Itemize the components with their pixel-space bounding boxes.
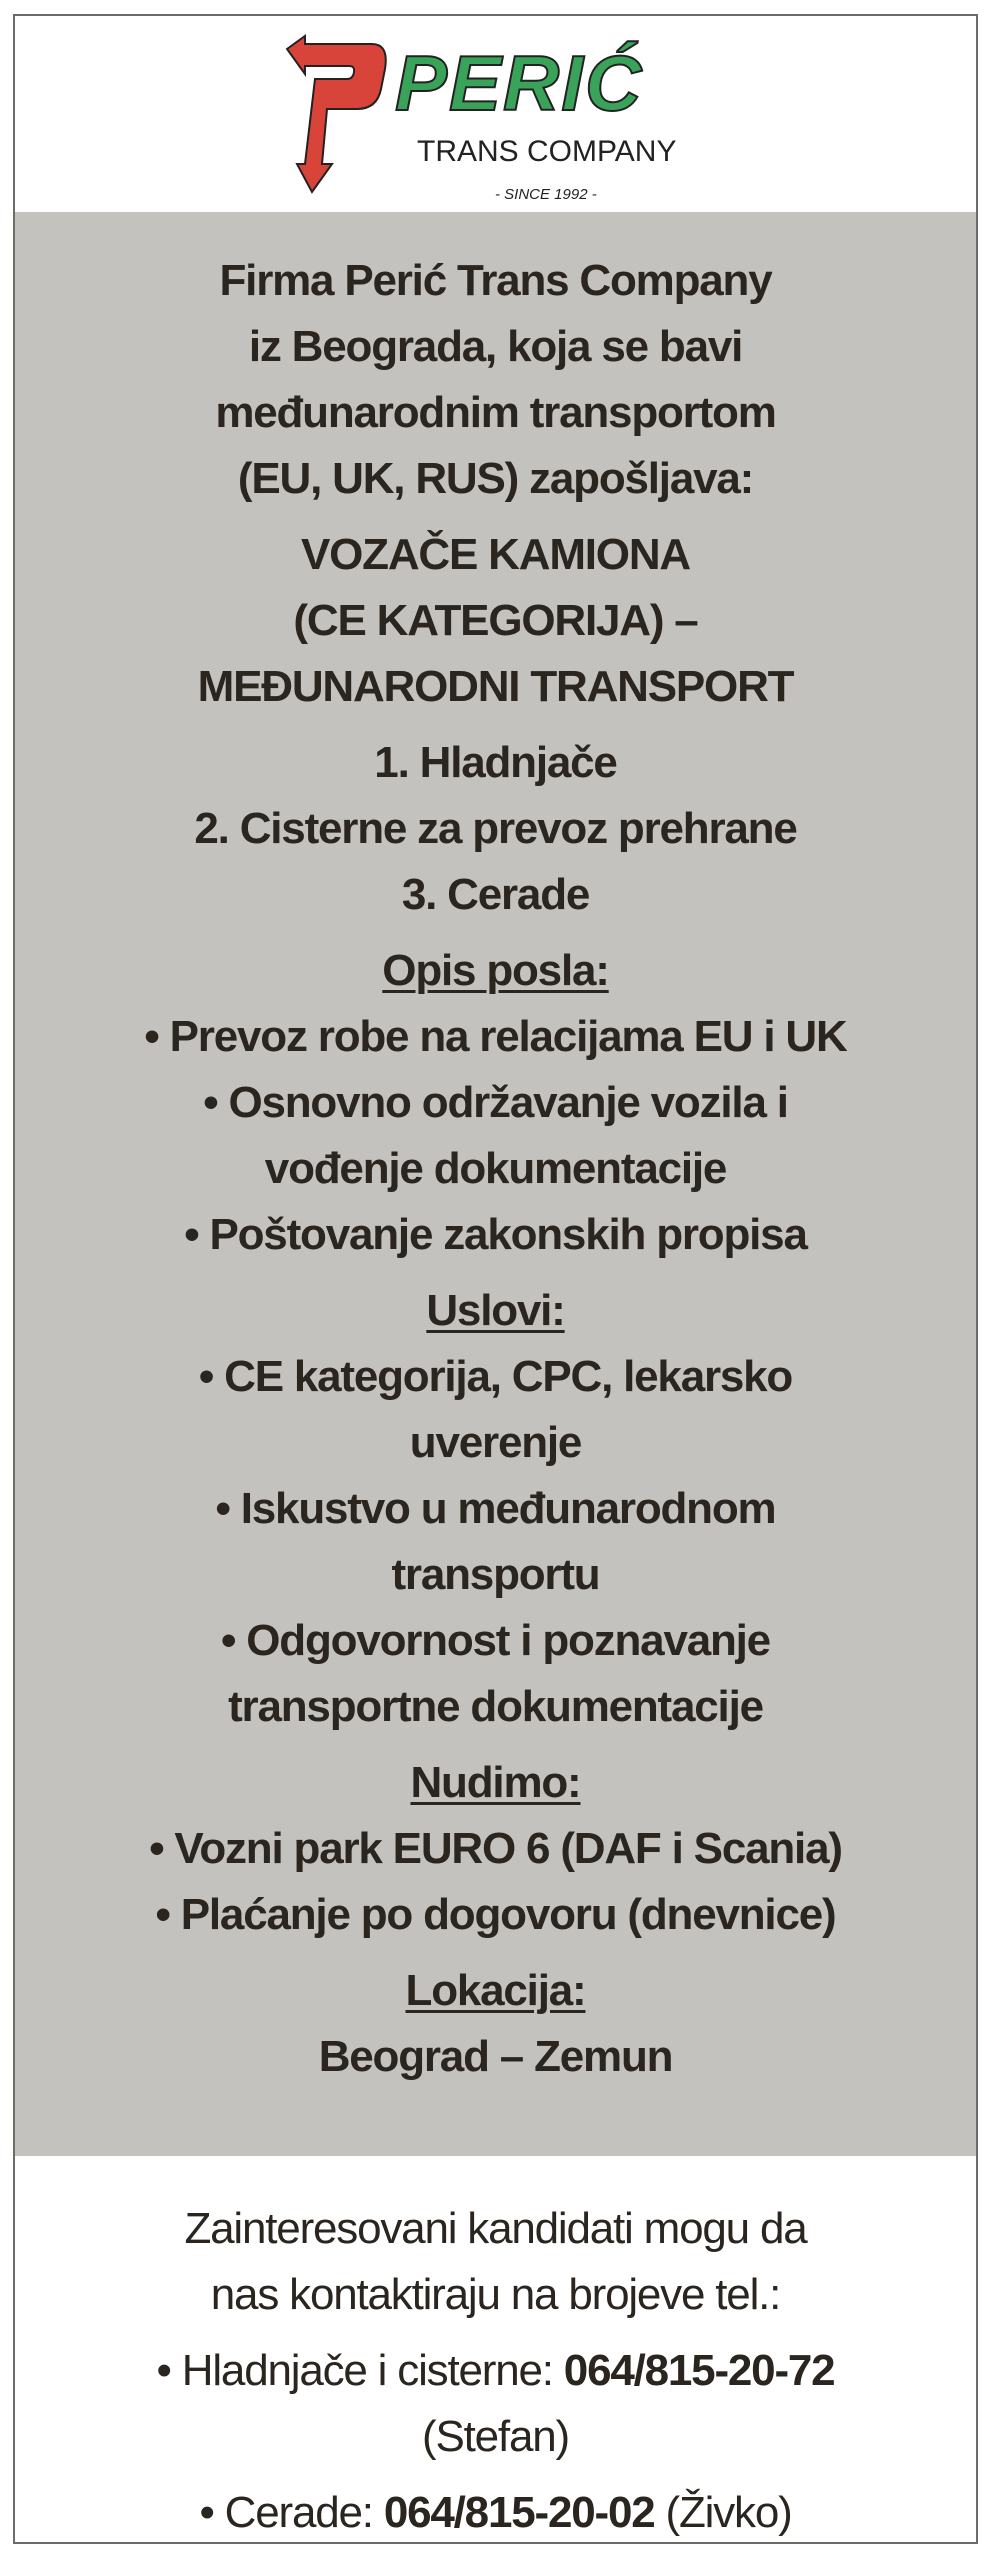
intro-line: međunarodnim transportom: [215, 388, 776, 437]
section-heading: Lokacija:: [405, 1966, 586, 2015]
location: [15, 1958, 976, 2090]
contact-intro: nas kontaktiraju na brojeve tel.:: [210, 2270, 781, 2319]
list-item: • Osnovno održavanje vozila i: [203, 1078, 788, 1127]
position-line: (CE KATEGORIJA) –: [293, 596, 698, 645]
offer: [15, 1750, 976, 1948]
list-item: • Odgovornost i poznavanje: [221, 1616, 770, 1665]
contact-2-line: [15, 2480, 976, 2544]
intro-line: iz Beograda, koja se bavi: [248, 322, 743, 371]
contact-1: [15, 2338, 976, 2470]
location-value: Beograd – Zemun: [318, 2032, 673, 2081]
phone-number[interactable]: 064/815-20-72: [563, 2346, 835, 2395]
intro-line: (EU, UK, RUS) zapošljava:: [237, 454, 754, 503]
section-heading: Opis posla:: [382, 946, 609, 995]
type-item: 3. Cerade: [401, 870, 590, 919]
list-item: • Poštovanje zakonskih propisa: [184, 1210, 807, 1259]
phone-number[interactable]: 064/815-20-02: [383, 2488, 655, 2537]
list-item: • Iskustvo u međunarodnom: [215, 1484, 776, 1533]
contact-2: [15, 2480, 976, 2544]
company-logo: [15, 16, 976, 212]
contact-label: • Hladnjače i cisterne:: [156, 2346, 564, 2395]
intro: [15, 212, 976, 512]
contact-name: (Stefan): [422, 2412, 569, 2461]
list-item: transportne dokumentacije: [228, 1682, 763, 1731]
peric-logo-icon: [277, 34, 717, 209]
list-item: transportu: [391, 1550, 600, 1599]
contact-intro: Zainteresovani kandidati mogu da: [184, 2204, 807, 2253]
logo-since: - SINCE 1992 -: [495, 186, 597, 203]
section-heading: Uslovi:: [426, 1286, 565, 1335]
list-item: • Vozni park EURO 6 (DAF i Scania): [149, 1824, 842, 1873]
truck-types: [15, 730, 976, 928]
list-item: • CE kategorija, CPC, lekarsko: [198, 1352, 793, 1401]
intro-line: Firma Perić Trans Company: [219, 256, 772, 305]
ad-body: [15, 212, 976, 2156]
job-ad: [13, 14, 978, 2544]
type-item: 1. Hladnjače: [374, 738, 617, 787]
list-item: uverenje: [409, 1418, 582, 1467]
position-title: [15, 522, 976, 720]
contact-1-line: [15, 2338, 976, 2404]
list-item: • Prevoz robe na relacijama EU i UK: [144, 1012, 847, 1061]
section-heading: Nudimo:: [410, 1758, 581, 1807]
job-description: [15, 938, 976, 1268]
position-line: MEĐUNARODNI TRANSPORT: [197, 662, 794, 711]
contact-label: • Cerade:: [199, 2488, 384, 2537]
contact-name: (Živko): [654, 2488, 792, 2537]
position-line: VOZAČE KAMIONA: [301, 530, 690, 579]
type-item: 2. Cisterne za prevoz prehrane: [194, 804, 797, 853]
list-item: • Plaćanje po dogovoru (dnevnice): [155, 1890, 836, 1939]
logo-sub: TRANS COMPANY: [417, 135, 677, 168]
list-item: vođenje dokumentacije: [264, 1144, 727, 1193]
contact-section: [15, 2156, 976, 2542]
requirements: [15, 1278, 976, 1740]
logo-brand: PERIĆ: [395, 39, 644, 127]
